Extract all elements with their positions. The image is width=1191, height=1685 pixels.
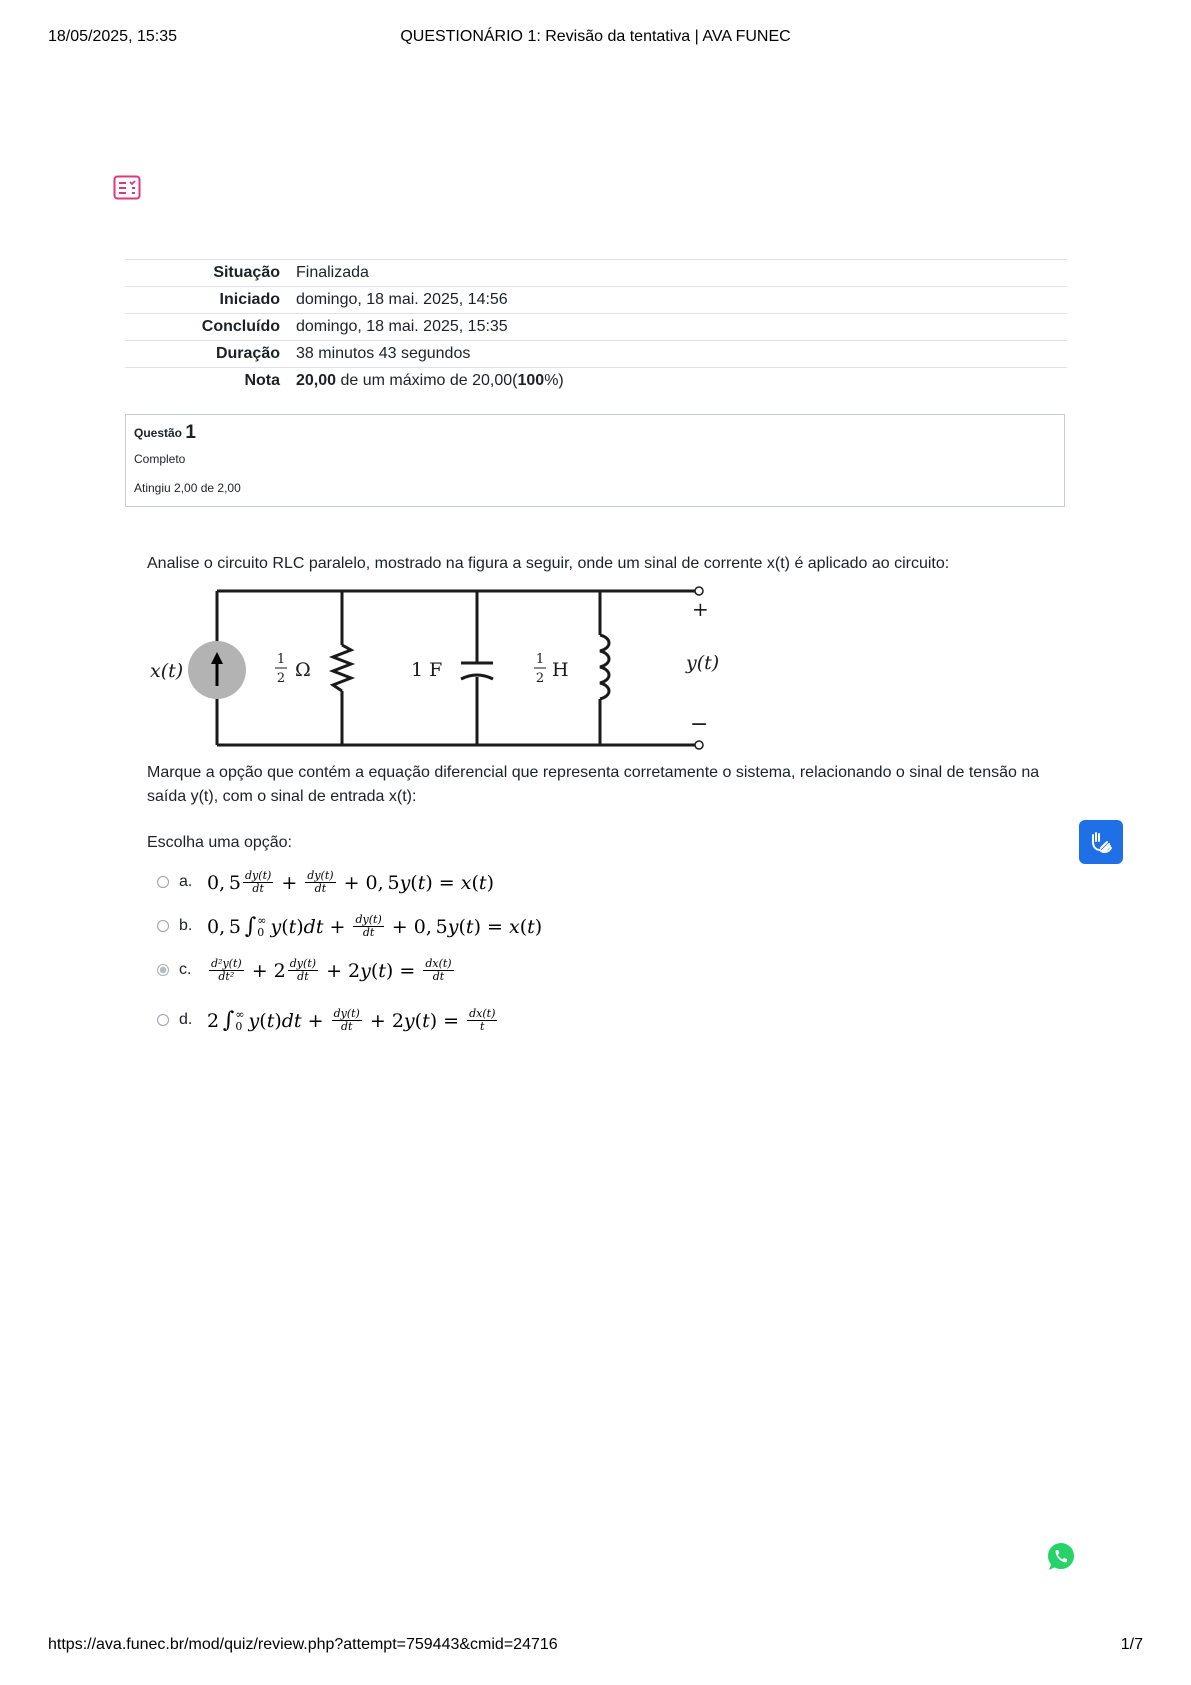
- question-info-box: [125, 414, 1065, 507]
- option-letter: b.: [179, 917, 193, 934]
- answer-option-a[interactable]: [157, 870, 857, 910]
- summary-row-duration: [125, 341, 1067, 368]
- answer-option-d[interactable]: [157, 1008, 857, 1048]
- circuit-inductor-label: H: [552, 659, 569, 681]
- summary-label: Iniciado: [219, 291, 280, 308]
- print-header: [48, 28, 1143, 50]
- grade-percent: 100: [517, 372, 545, 389]
- grade-middle: de um máximo de 20,00(: [340, 372, 518, 389]
- print-title: QUESTIONÁRIO 1: Revisão da tentativa | AVA FUNEC: [400, 28, 791, 45]
- question-number-value: 1: [185, 422, 196, 443]
- question-grade: Atingiu 2,00 de 2,00: [134, 481, 241, 495]
- circuit-plus-label: +: [692, 597, 709, 621]
- answer-option-b[interactable]: [157, 914, 857, 954]
- summary-label: Concluído: [201, 318, 280, 335]
- circuit-minus-label: −: [690, 712, 709, 737]
- option-letter: a.: [179, 873, 193, 890]
- radio-d[interactable]: [157, 1014, 169, 1026]
- question-text: Analise o circuito RLC paralelo, mostrado na figura a seguir, onde um sinal de corrente x(t) é aplicado ao circuito:: [147, 555, 950, 572]
- choose-option-label: Escolha uma opção:: [147, 834, 292, 851]
- summary-value: 38 minutos 43 segundos: [296, 345, 471, 362]
- circuit-output-label: y(t): [686, 652, 720, 674]
- question-state: Completo: [134, 452, 186, 466]
- question-label: Questão: [134, 426, 183, 440]
- option-letter: c.: [179, 961, 192, 978]
- summary-label: Nota: [244, 372, 280, 389]
- answer-option-c[interactable]: [157, 958, 857, 998]
- grade-score: 20,00: [296, 372, 337, 389]
- circuit-resistor-label: Ω: [295, 659, 311, 681]
- quiz-icon: [113, 175, 141, 201]
- circuit-half-den: 2: [535, 671, 545, 686]
- print-date: 18/05/2025, 15:35: [48, 28, 178, 45]
- summary-label: Duração: [215, 345, 280, 362]
- summary-value: Finalizada: [296, 264, 369, 281]
- option-equation: 0, 5 $\frac{dy(t)}{dt}$ + $\frac{dy(t)}{dt}$ + 0, 5 y ( t ) = x ( t ): [207, 869, 494, 895]
- summary-row-status: [125, 260, 1067, 287]
- libras-accessibility-button[interactable]: [1079, 820, 1123, 864]
- question-number: [134, 423, 1056, 443]
- print-page-count: 1/7: [1120, 1636, 1143, 1653]
- summary-row-started: [125, 287, 1067, 314]
- option-equation: $\frac{\text{d²y(t)}}{\text{dt²}}$ + 2 $\frac{dy(t)}{dt}$ + 2 y ( t ) = $\frac{dx(t)}{dt}$: [211, 957, 452, 983]
- circuit-capacitor-label: 1 F: [411, 659, 443, 681]
- rlc-circuit-diagram: [147, 583, 727, 753]
- option-letter: d.: [179, 1011, 193, 1028]
- circuit-source-label: x(t): [150, 660, 184, 682]
- circuit-half-num: 1: [535, 652, 545, 667]
- hands-sign-icon: [1087, 828, 1115, 856]
- radio-c[interactable]: [157, 964, 169, 976]
- attempt-summary-table: [125, 259, 1067, 394]
- print-url: https://ava.funec.br/mod/quiz/review.php?attempt=759443&cmid=24716: [48, 1636, 558, 1653]
- option-equation: 2 ∫ ∞ 0 y ( t ) dt + $\frac{dy(t)}{dt}$ + 2 y ( t ) = $\frac{dx(t)}{t}$: [207, 1007, 496, 1033]
- print-footer: [48, 1636, 1143, 1658]
- radio-b[interactable]: [157, 920, 169, 932]
- summary-label: Situação: [213, 264, 280, 281]
- summary-row-grade: [125, 368, 1067, 395]
- circuit-half-num: 1: [276, 652, 286, 667]
- circuit-half-den: 2: [276, 671, 286, 686]
- summary-grade-value: [290, 368, 1067, 395]
- summary-row-completed: [125, 314, 1067, 341]
- radio-a[interactable]: [157, 876, 169, 888]
- option-equation: 0, 5 ∫ ∞ 0 y ( t ) dt + $\frac{dy(t)}{dt}$ + 0, 5 y ( t ) = x ( t ): [207, 913, 543, 939]
- question-prompt: Marque a opção que contém a equação diferencial que representa corretamente o sistema, relacionando o sinal de tensão na saída y(t), com o sinal de entrada x(t):: [147, 764, 1040, 805]
- summary-value: domingo, 18 mai. 2025, 15:35: [296, 318, 508, 335]
- whatsapp-button[interactable]: [1045, 1540, 1077, 1572]
- summary-value: domingo, 18 mai. 2025, 14:56: [296, 291, 508, 308]
- grade-end: %): [544, 372, 564, 389]
